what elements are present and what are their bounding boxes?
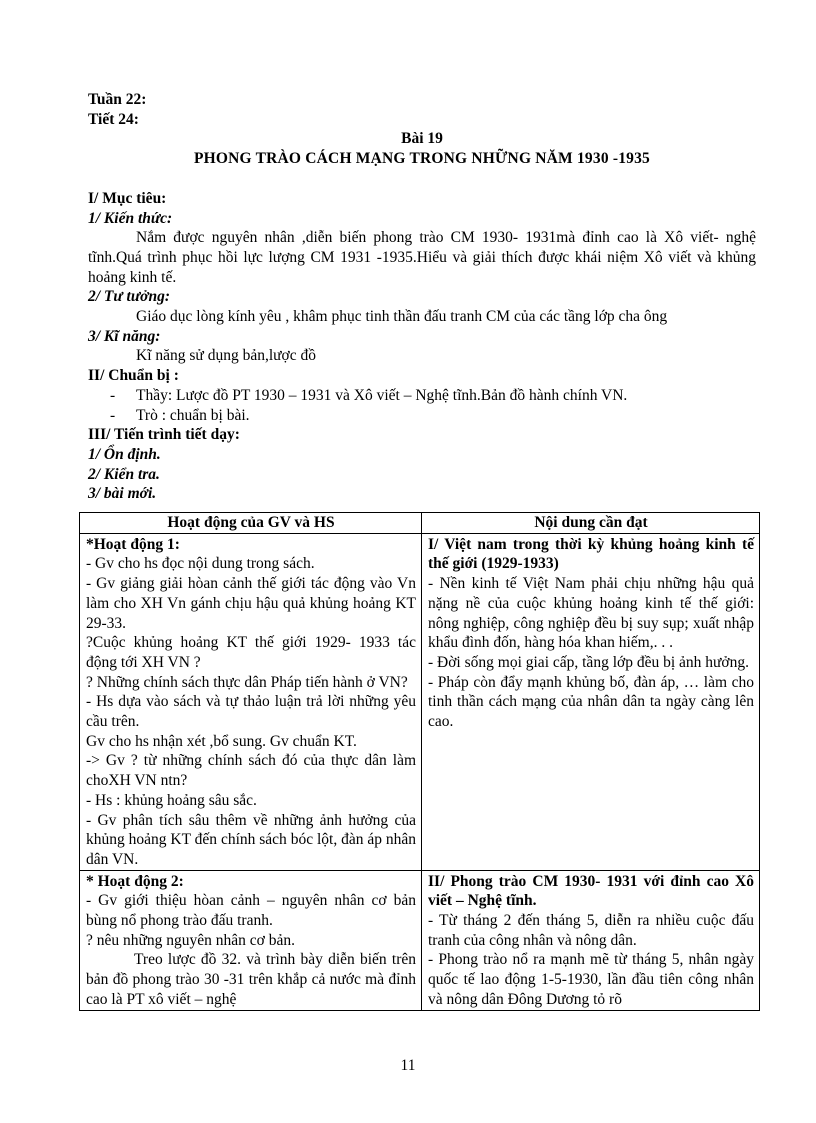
list-item: - Hs : khủng hoảng sâu sắc. <box>86 791 257 809</box>
list-item: -> Gv ? từ những chính sách đó của thực dân làm choXH VN ntn? <box>86 752 416 790</box>
content-2-title: II/ Phong trào CM 1930- 1931 với đỉnh cao Xô viết – Nghệ tĩnh. <box>428 872 754 910</box>
lesson-title: PHONG TRÀO CÁCH MẠNG TRONG NHỮNG NĂM 1930 -1935 <box>193 150 651 168</box>
procedure-step-3: 3/ bài mới. <box>88 485 157 503</box>
thought-text: Giáo dục lòng kính yêu , khâm phục tinh thần đấu tranh CM của các tầng lớp cha ông <box>136 308 668 326</box>
content-1-title: I/ Việt nam trong thời kỳ khủng hoảng kinh tế thế giới (1929-1933) <box>428 535 754 573</box>
preparation-student: - Trò : chuẩn bị bài. <box>110 406 250 424</box>
activity-2-cell <box>80 870 422 1010</box>
procedure-step-1: 1/ Ổn định. <box>88 445 161 463</box>
preparation-heading: II/ Chuẩn bị : <box>88 367 179 385</box>
list-item: ? nêu những nguyên nhân cơ bản. <box>86 931 296 949</box>
page-number: 11 <box>400 1057 416 1074</box>
list-item: Gv cho hs nhận xét ,bổ sung. Gv chuẩn KT. <box>86 732 357 750</box>
list-item: ?Cuộc khủng hoảng KT thế giới 1929- 1933 tác động tới XH VN ? <box>86 634 416 671</box>
table-row <box>80 533 760 870</box>
thought-heading: 2/ Tư tưởng: <box>88 288 171 306</box>
list-item: - Gv cho hs đọc nội dung trong sách. <box>86 555 315 573</box>
list-item: - Từ tháng 2 đến tháng 5, diễn ra nhiều cuộc đấu tranh của công nhân và nông dân. <box>428 912 754 949</box>
activity-1-cell <box>80 533 422 870</box>
list-item: - Pháp còn đẩy mạnh khủng bố, đàn áp, … làm cho tinh thần cách mạng của nhân dân ta ngày càng lên cao. <box>428 673 754 731</box>
activity-1-title: *Hoạt động 1: <box>86 535 180 553</box>
list-item: Treo lược đồ 32. và trình bày diễn biến trên bản đồ phong trào 30 -31 trên khắp cả nước mà đỉnh cao là PT xô viết – nghệ <box>86 951 416 1008</box>
list-item: - Phong trào nổ ra mạnh mẽ từ tháng 5, nhân ngày quốc tế lao động 1-5-1930, lần đầu tiên công nhân và nông dân Đông Dương tỏ rõ <box>428 951 754 1008</box>
list-item: - Đời sống mọi giai cấp, tầng lớp đều bị ảnh hưởng. <box>428 653 749 671</box>
content-2-cell <box>422 870 760 1010</box>
knowledge-heading: 1/ Kiến thức: <box>88 209 173 227</box>
table-row <box>80 870 760 1010</box>
table-header-content: Nội dung cần đạt <box>422 513 760 534</box>
procedure-step-2: 2/ Kiển tra. <box>88 465 160 483</box>
period-label: Tiết 24: <box>88 110 139 128</box>
list-item: - Gv giới thiệu hòan cảnh – nguyên nhân cơ bản bùng nổ phong trào đấu tranh. <box>86 892 416 930</box>
list-item: ? Những chính sách thực dân Pháp tiến hành ở VN? <box>86 673 408 691</box>
knowledge-text: Nắm được nguyên nhân ,diễn biến phong trào CM 1930- 1931mà đỉnh cao là Xô viết- nghệ tĩnh.Quá trình phục hồi lực lượng CM 1931 -1935.Hiểu và giải thích được khái niệm Xô viết và khủng hoảng kinh tế. <box>88 229 756 286</box>
lesson-table <box>79 512 760 1011</box>
document-body <box>88 90 756 504</box>
list-item: - Gv phân tích sâu thêm về những ảnh hưởng của khủng hoảng KT đến chính sách bóc lột, đàn áp nhân dân VN. <box>86 811 416 868</box>
list-item: - Nền kinh tế Việt Nam phải chịu những hậu quả nặng nề của cuộc khủng hoảng kinh tế thế giới: nông nghiệp, công nghiệp đều bị suy sụp; xuất nhập khẩu đình đốn, hàng hóa khan hiếm,. . . <box>428 575 754 652</box>
preparation-teacher-text: Thầy: Lược đồ PT 1930 – 1931 và Xô viết – Nghệ tĩnh.Bản đồ hành chính VN. <box>136 386 628 404</box>
preparation-student-text: Trò : chuẩn bị bài. <box>136 406 250 424</box>
lesson-number: Bài 19 <box>401 130 443 148</box>
skill-heading: 3/ Kĩ năng: <box>88 327 161 345</box>
table-header-activities: Hoạt động của GV và HS <box>80 513 422 534</box>
week-label: Tuần 22: <box>88 91 147 108</box>
content-1-cell <box>422 533 760 870</box>
list-item: - Hs dựa vào sách và tự thảo luận trả lời những yêu cầu trên. <box>86 693 416 731</box>
skill-text: Kĩ năng sử dụng bản,lược đồ <box>136 347 316 365</box>
procedure-heading: III/ Tiến trình tiết dạy: <box>88 426 240 444</box>
table-header-row <box>80 513 760 534</box>
preparation-teacher: - Thầy: Lược đồ PT 1930 – 1931 và Xô viết – Nghệ tĩnh.Bản đồ hành chính VN. <box>110 386 628 404</box>
list-item: - Gv giảng giải hòan cảnh thế giới tác động vào Vn làm cho XH Vn gánh chịu hậu quả khủng hoảng KT 29-33. <box>86 575 416 632</box>
objectives-heading: I/ Mục tiêu: <box>88 189 167 207</box>
activity-2-title: * Hoạt động 2: <box>86 872 184 890</box>
